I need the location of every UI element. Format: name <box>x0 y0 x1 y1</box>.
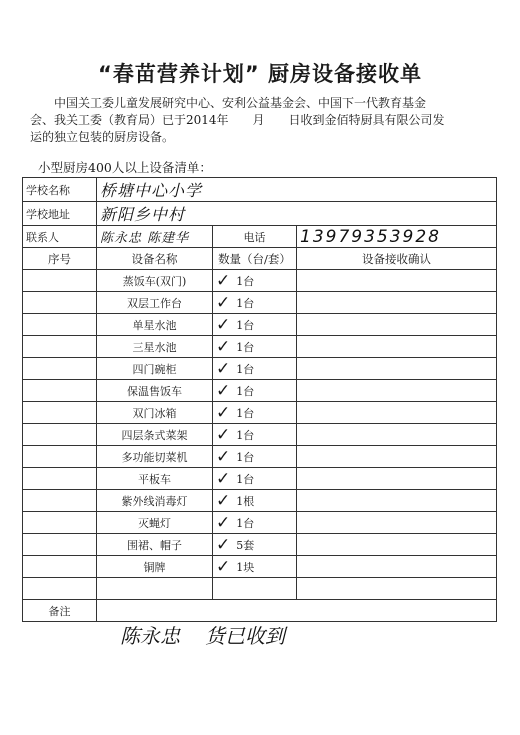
equipment-qty <box>213 534 297 556</box>
row-index <box>23 556 97 578</box>
qty-value: 1台 <box>236 384 255 398</box>
receipt-confirm-cell[interactable] <box>297 402 497 424</box>
equipment-name: 四门碗柜 <box>97 358 213 380</box>
qty-value: 1台 <box>236 362 255 376</box>
intro-line-2: 会、我关工委（教育局）已于2014年 月 日收到金佰特厨具有限公司发 <box>30 113 445 127</box>
qty-value: 1根 <box>236 494 255 508</box>
checkmark-icon: ✓ <box>216 468 231 489</box>
equipment-name: 保温售饭车 <box>97 380 213 402</box>
row-index <box>23 534 97 556</box>
checkmark-icon: ✓ <box>216 556 231 577</box>
receipt-confirm-cell[interactable] <box>297 468 497 490</box>
table-row <box>23 512 497 534</box>
qty-value: 1台 <box>236 340 255 354</box>
page-title: “春苗营养计划” 厨房设备接收单 <box>98 62 422 86</box>
equipment-receipt-table <box>22 177 497 622</box>
column-header-name: 设备名称 <box>97 248 213 270</box>
table-row <box>23 534 497 556</box>
table-header-row <box>23 248 497 270</box>
school-name-row <box>23 178 497 202</box>
receipt-confirm-cell[interactable] <box>297 336 497 358</box>
equipment-qty <box>213 402 297 424</box>
equipment-qty <box>213 424 297 446</box>
checkmark-icon: ✓ <box>216 358 231 379</box>
checkmark-icon: ✓ <box>216 402 231 423</box>
receipt-confirm-cell[interactable] <box>297 424 497 446</box>
qty-value: 1台 <box>236 318 255 332</box>
equipment-qty <box>213 490 297 512</box>
qty-value: 1台 <box>236 450 255 464</box>
table-row <box>23 402 497 424</box>
contact-label: 联系人 <box>23 226 97 248</box>
contact-value[interactable] <box>97 226 213 248</box>
qty-value: 1台 <box>236 516 255 530</box>
table-row <box>23 358 497 380</box>
receipt-confirm-cell[interactable] <box>297 512 497 534</box>
phone-value[interactable] <box>297 226 497 248</box>
row-index <box>23 380 97 402</box>
equipment-qty <box>213 358 297 380</box>
checkmark-icon: ✓ <box>216 424 231 445</box>
equipment-name: 铜牌 <box>97 556 213 578</box>
table-row <box>23 468 497 490</box>
row-index <box>23 578 97 600</box>
row-index <box>23 402 97 424</box>
equipment-name: 多功能切菜机 <box>97 446 213 468</box>
remarks-row <box>23 600 497 622</box>
qty-value: 1台 <box>236 296 255 310</box>
receipt-confirm-cell[interactable] <box>297 270 497 292</box>
row-index <box>23 446 97 468</box>
row-index <box>23 336 97 358</box>
receipt-confirm-cell[interactable] <box>297 292 497 314</box>
checkmark-icon: ✓ <box>216 534 231 555</box>
school-address-handwriting: 新阳乡中村 <box>100 205 186 224</box>
checkmark-icon: ✓ <box>216 446 231 467</box>
equipment-name: 双门冰箱 <box>97 402 213 424</box>
receipt-confirm-cell[interactable] <box>297 358 497 380</box>
equipment-qty <box>213 468 297 490</box>
checkmark-icon: ✓ <box>216 512 231 533</box>
phone-label: 电话 <box>213 226 297 248</box>
row-index <box>23 424 97 446</box>
table-row <box>23 490 497 512</box>
equipment-qty <box>213 446 297 468</box>
column-header-qty: 数量（台/套） <box>213 248 297 270</box>
remarks-label: 备注 <box>23 600 97 622</box>
school-address-row <box>23 202 497 226</box>
qty-value: 1台 <box>236 406 255 420</box>
equipment-qty <box>213 314 297 336</box>
receipt-confirm-cell[interactable] <box>297 314 497 336</box>
signature-name: 陈永忠 <box>120 624 180 648</box>
receipt-confirm-cell[interactable] <box>297 556 497 578</box>
equipment-name: 四层条式菜架 <box>97 424 213 446</box>
intro-line-3: 运的独立包装的厨房设备。 <box>30 130 175 144</box>
checkmark-icon: ✓ <box>216 490 231 511</box>
row-index <box>23 292 97 314</box>
row-index <box>23 490 97 512</box>
receipt-confirm-cell[interactable] <box>297 446 497 468</box>
equipment-qty <box>213 512 297 534</box>
table-row <box>23 314 497 336</box>
table-row <box>23 270 497 292</box>
remarks-value[interactable] <box>97 600 497 622</box>
school-name-label: 学校名称 <box>23 178 97 202</box>
checkmark-icon: ✓ <box>216 292 231 313</box>
table-row <box>23 380 497 402</box>
equipment-name: 围裙、帽子 <box>97 534 213 556</box>
checkmark-icon: ✓ <box>216 380 231 401</box>
equipment-name <box>97 578 213 600</box>
equipment-qty <box>213 292 297 314</box>
table-row <box>23 578 497 600</box>
row-index <box>23 512 97 534</box>
checkmark-icon: ✓ <box>216 336 231 357</box>
equipment-qty <box>213 336 297 358</box>
phone-handwriting: 13979353928 <box>300 226 441 247</box>
checkmark-icon: ✓ <box>216 314 231 335</box>
receipt-confirm-cell[interactable] <box>297 490 497 512</box>
row-index <box>23 358 97 380</box>
equipment-qty <box>213 380 297 402</box>
table-row <box>23 446 497 468</box>
school-name-value[interactable] <box>97 178 497 202</box>
table-row <box>23 292 497 314</box>
equipment-name: 三星水池 <box>97 336 213 358</box>
equipment-qty <box>213 270 297 292</box>
qty-value: 1台 <box>236 472 255 486</box>
equipment-name: 双层工作台 <box>97 292 213 314</box>
intro-line-1: 中国关工委儿童发展研究中心、安利公益基金会、中国下一代教育基金 <box>54 96 427 110</box>
contact-handwriting: 陈永忠 陈建华 <box>100 231 190 246</box>
receipt-confirm-cell[interactable] <box>297 534 497 556</box>
equipment-name: 单星水池 <box>97 314 213 336</box>
table-row <box>23 424 497 446</box>
qty-value: 1块 <box>236 560 255 574</box>
checkmark-icon: ✓ <box>216 270 231 291</box>
school-address-value[interactable] <box>97 202 497 226</box>
row-index <box>23 314 97 336</box>
table-row <box>23 556 497 578</box>
column-header-index: 序号 <box>23 248 97 270</box>
equipment-name: 紫外线消毒灯 <box>97 490 213 512</box>
qty-value: 1台 <box>236 274 255 288</box>
equipment-name: 灭蝇灯 <box>97 512 213 534</box>
qty-value: 5套 <box>236 538 255 552</box>
table-row <box>23 336 497 358</box>
intro-paragraph <box>30 95 492 146</box>
equipment-qty <box>213 556 297 578</box>
contact-row <box>23 226 497 248</box>
school-address-label: 学校地址 <box>23 202 97 226</box>
equipment-qty <box>213 578 297 600</box>
row-index <box>23 468 97 490</box>
signature-goods-received: 货已收到 <box>205 624 285 648</box>
qty-value: 1台 <box>236 428 255 442</box>
receipt-confirm-cell[interactable] <box>297 578 497 600</box>
equipment-name: 蒸饭车(双门) <box>97 270 213 292</box>
equipment-list-caption: 小型厨房400人以上设备清单： <box>38 160 212 175</box>
row-index <box>23 270 97 292</box>
column-header-confirm: 设备接收确认 <box>297 248 497 270</box>
equipment-name: 平板车 <box>97 468 213 490</box>
receipt-confirm-cell[interactable] <box>297 380 497 402</box>
school-name-handwriting: 桥塘中心小学 <box>100 181 203 200</box>
